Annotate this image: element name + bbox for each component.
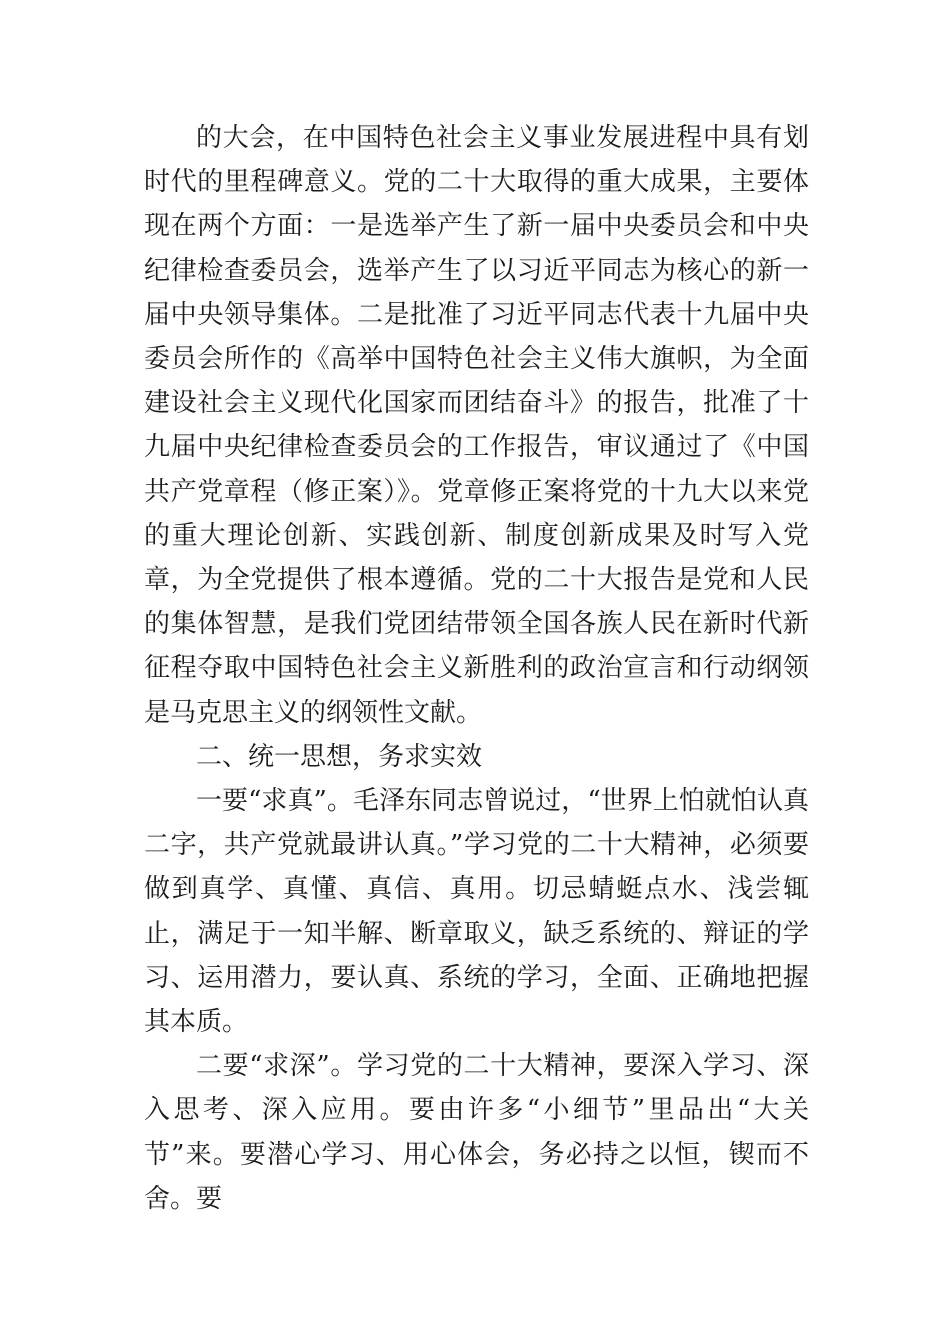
paragraph-seek-truth: 一要“求真”。毛泽东同志曾说过，“世界上怕就怕认真二字，共产党就最讲认真。”学习党的二十大精神，必须要做到真学、真懂、真信、真用。切忌蜻蜓点水、浅尝辄止，满足于一知半解、断章取义，缺乏系统的、辩证的学习、运用潜力，要认真、系统的学习，全面、正确地把握其本质。 [144, 786, 809, 1038]
paragraph-party-congress-achievements: 的大会，在中国特色社会主义事业发展进程中具有划时代的里程碑意义。党的二十大取得的重大成果，主要体现在两个方面：一是选举产生了新一届中央委员会和中央纪律检查委员会，选举产生了以习近平同志为核心的新一届中央领导集体。二是批准了习近平同志代表十九届中央委员会所作的《高举中国特色社会主义伟大旗帜，为全面建设社会主义现代化国家而团结奋斗》的报告，批准了十九届中央纪律检查委员会的工作报告，审议通过了《中国共产党章程（修正案）》。党章修正案将党的十九大以来党的重大理论创新、实践创新、制度创新成果及时写入党章，为全党提供了根本遵循。党的二十大报告是党和人民的集体智慧，是我们党团结带领全国各族人民在新时代新征程夺取中国特色社会主义新胜利的政治宣言和行动纲领是马克思主义的纲领性文献。 [144, 123, 809, 728]
document-body [144, 116, 809, 1221]
section-heading-unify-thinking: 二、统一思想，务求实效 [196, 741, 483, 772]
paragraph-seek-depth: 二要“求深”。学习党的二十大精神，要深入学习、深入思考、深入应用。要由许多“小细节”里品出“大关节”来。要潜心学习、用心体会，务必持之以恒，锲而不舍。要 [144, 1051, 809, 1214]
